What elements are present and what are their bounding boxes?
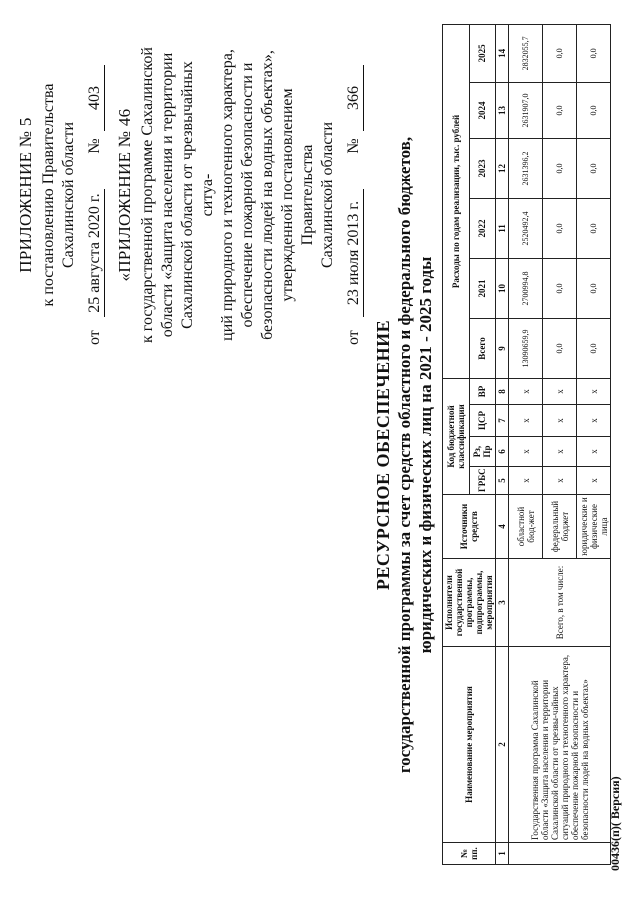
header-year: 2024 bbox=[469, 82, 496, 138]
previous-appendix-line: обеспечение пожарной безопасности и bbox=[239, 62, 256, 328]
total-cell: 13090659,9 bbox=[509, 318, 543, 378]
header-csr: ЦСР bbox=[469, 405, 496, 437]
grbs-cell: х bbox=[543, 467, 577, 495]
previous-appendix-line: Сахалинской области от чрезвычайных ситуа- bbox=[179, 61, 216, 329]
previous-appendix-line: утвержденной постановлением Правительства bbox=[279, 88, 316, 302]
year-value-cell: 2520492,4 bbox=[509, 198, 543, 258]
year-value-cell: 0,0 bbox=[543, 24, 577, 82]
vr-cell: х bbox=[509, 378, 543, 404]
header-num: № пп. bbox=[443, 843, 496, 865]
title-line-1: РЕСУРСНОЕ ОБЕСПЕЧЕНИЕ bbox=[373, 319, 393, 591]
previous-appendix-line: безопасности людей на водных объектах», bbox=[259, 50, 276, 340]
col-number: 1 bbox=[496, 843, 509, 865]
year-value-cell: 2631907,0 bbox=[509, 82, 543, 138]
document-title bbox=[372, 85, 436, 825]
grbs-cell: х bbox=[509, 467, 543, 495]
previous-appendix-line: к государственной программе Сахалинской bbox=[139, 47, 156, 343]
header-vr: ВР bbox=[469, 378, 496, 404]
year-value-cell: 0,0 bbox=[543, 82, 577, 138]
col-number: 3 bbox=[496, 559, 509, 647]
appendix-line-1: к постановлению Правительства bbox=[40, 83, 57, 307]
title-line-3: юридических и физических лиц на 2021 - 2025 годы bbox=[416, 256, 435, 654]
header-code-group: Код бюджетной классификации bbox=[443, 378, 470, 494]
csr-cell: х bbox=[509, 405, 543, 437]
header-row-1 bbox=[443, 24, 470, 864]
rz-pr-cell: х bbox=[509, 437, 543, 467]
header-year: 2021 bbox=[469, 258, 496, 318]
header-sources: Источники средств bbox=[443, 495, 496, 559]
col-number: 9 bbox=[496, 318, 509, 378]
header-total: Всего bbox=[469, 318, 496, 378]
col-number: 11 bbox=[496, 198, 509, 258]
header-year: 2023 bbox=[469, 138, 496, 198]
appendix-block bbox=[16, 45, 364, 345]
header-year: 2022 bbox=[469, 198, 496, 258]
previous-appendix-number: 366 bbox=[344, 65, 364, 131]
col-number: 6 bbox=[496, 437, 509, 467]
col-number: 7 bbox=[496, 405, 509, 437]
year-value-cell: 0,0 bbox=[543, 138, 577, 198]
total-cell: 0,0 bbox=[543, 318, 577, 378]
rz-pr-cell: х bbox=[543, 437, 577, 467]
previous-appendix-title: «ПРИЛОЖЕНИЕ № 46 bbox=[115, 108, 134, 282]
header-year: 2025 bbox=[469, 24, 496, 82]
resource-table bbox=[442, 24, 611, 865]
csr-cell: х bbox=[543, 405, 577, 437]
source-cell: федеральный бюджет bbox=[543, 495, 577, 559]
col-number: 14 bbox=[496, 24, 509, 82]
previous-appendix-line: ций природного и техногенного характера, bbox=[219, 49, 236, 341]
appendix-signature-row bbox=[81, 45, 105, 345]
csr-cell: х bbox=[577, 405, 611, 437]
header-expenses-group: Расходы по годам реализации, тыс. рублей bbox=[443, 24, 470, 378]
col-number: 2 bbox=[496, 647, 509, 843]
column-number-row bbox=[496, 24, 509, 864]
previous-appendix-line: области «Защита населения и территории bbox=[159, 52, 176, 338]
appendix-title: ПРИЛОЖЕНИЕ № 5 bbox=[16, 117, 35, 273]
year-value-cell: 0,0 bbox=[577, 138, 611, 198]
year-value-cell: 0,0 bbox=[543, 198, 577, 258]
appendix-from-label: от bbox=[86, 330, 103, 345]
previous-appendix-number-label: № bbox=[345, 138, 362, 154]
program-name: Государственная программа Сахалинской области «Защита населения и территории Сахалинской области от чрезвы-чайных ситуаций природного и техногенного характера, обеспечение пожарной безопасности и безопасности людей на водных объектах» bbox=[509, 647, 611, 843]
col-number: 4 bbox=[496, 495, 509, 559]
title-line-2: государственной программы за счет средств областного и федерального бюджетов, bbox=[395, 136, 414, 774]
col-number: 5 bbox=[496, 467, 509, 495]
document-footer-code: 00436(п)( Версия) bbox=[608, 776, 622, 871]
appendix-date: 25 августа 2020 г. bbox=[85, 189, 105, 317]
appendix-number-label: № bbox=[86, 138, 103, 154]
program-executor: Всего, в том числе: bbox=[509, 559, 611, 647]
col-number: 12 bbox=[496, 138, 509, 198]
vr-cell: х bbox=[543, 378, 577, 404]
previous-appendix-signature-row bbox=[340, 45, 364, 345]
year-value-cell: 0,0 bbox=[543, 258, 577, 318]
vr-cell: х bbox=[577, 378, 611, 404]
header-rz-pr: Рз, Пр bbox=[469, 437, 496, 467]
year-value-cell: 2700994,8 bbox=[509, 258, 543, 318]
header-name: Наименование мероприятия bbox=[443, 647, 496, 843]
program-num-cell bbox=[509, 843, 611, 865]
appendix-number: 403 bbox=[85, 65, 105, 131]
source-cell: юридические и физические лица bbox=[577, 495, 611, 559]
appendix-line-2: Сахалинской области bbox=[60, 121, 77, 269]
year-value-cell: 2631396,2 bbox=[509, 138, 543, 198]
col-number: 8 bbox=[496, 378, 509, 404]
year-value-cell: 0,0 bbox=[577, 198, 611, 258]
total-cell: 0,0 bbox=[577, 318, 611, 378]
source-cell: областной бюд-жет bbox=[509, 495, 543, 559]
year-value-cell: 0,0 bbox=[577, 24, 611, 82]
header-grbs: ГРБС bbox=[469, 467, 496, 495]
year-value-cell: 0,0 bbox=[577, 258, 611, 318]
table-row bbox=[509, 24, 543, 864]
grbs-cell: х bbox=[577, 467, 611, 495]
header-executor: Исполнители государственной программы, подпрограммы, мероприятия bbox=[443, 559, 496, 647]
rz-pr-cell: х bbox=[577, 437, 611, 467]
col-number: 10 bbox=[496, 258, 509, 318]
year-value-cell: 0,0 bbox=[577, 82, 611, 138]
year-value-cell: 2832055,7 bbox=[509, 24, 543, 82]
previous-appendix-from-label: от bbox=[345, 330, 362, 345]
previous-appendix-date: 23 июля 2013 г. bbox=[344, 189, 364, 317]
previous-appendix-line: Сахалинской области bbox=[319, 121, 336, 269]
col-number: 13 bbox=[496, 82, 509, 138]
